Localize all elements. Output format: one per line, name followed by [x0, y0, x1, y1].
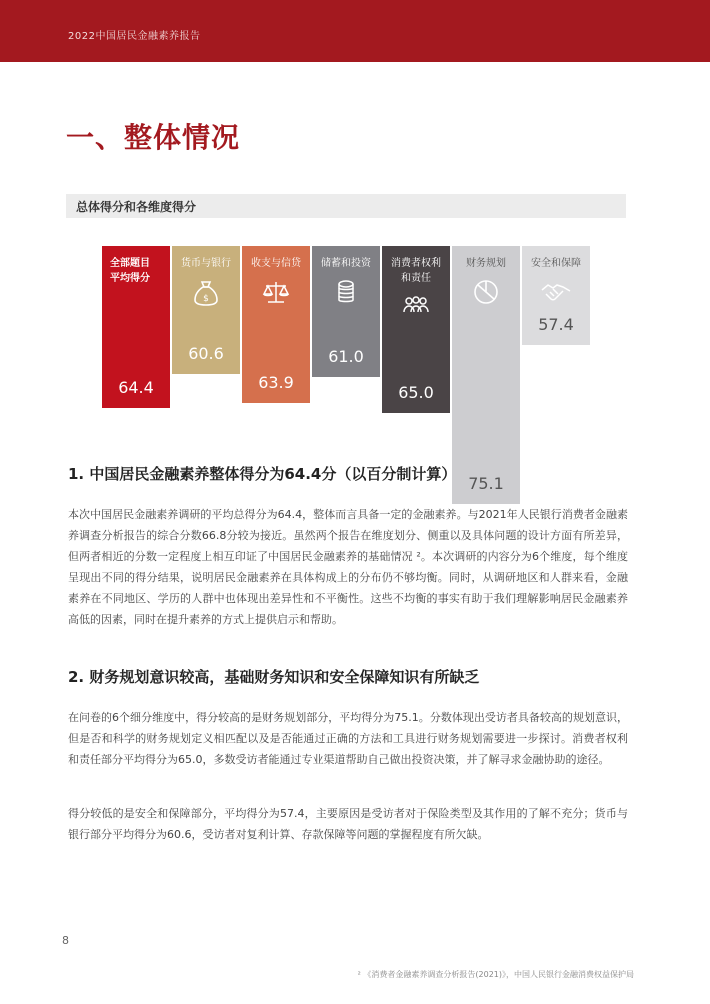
bar-label-2: 货币与银行 — [181, 258, 231, 269]
page-number: 8 — [62, 934, 69, 947]
chart-header-bar — [66, 194, 626, 218]
bar-label-1: 全部题目 平均得分 — [110, 258, 150, 284]
coins-icon — [330, 276, 362, 308]
bar-4 — [312, 246, 380, 377]
bar-1 — [102, 246, 170, 408]
bar-5 — [382, 246, 450, 413]
footnote: ² 《消费者金融素养调查分析报告(2021)》，中国人民银行金融消费权益保护局 — [357, 970, 634, 979]
bar-label-6: 财务规划 — [466, 258, 506, 269]
bar-value-3: 63.9 — [258, 373, 294, 392]
bar-2 — [172, 246, 240, 374]
bar-value-1: 64.4 — [118, 378, 154, 397]
bar-label-7: 安全和保障 — [531, 258, 581, 269]
section2-heading: 2. 财务规划意识较高，基础财务知识和安全保障知识有所缺乏 — [68, 668, 480, 686]
scale-icon — [260, 276, 292, 308]
svg-text:$: $ — [203, 294, 209, 304]
section2-body-1: 在问卷的6个细分维度中，得分较高的是财务规划部分，平均得分为75.1。分数体现出受访者具备较高的规划意识，但是否和科学的财务规划定义相匹配以及是否能通过正确的方法和工具进行财务规划需要进一步探讨。消费者权利和责任部分平均得分为65.0，多数受访者能通过专业渠道帮助自己做出投资决策，并了解寻求金融协助的途径。 — [68, 711, 628, 766]
people-icon — [400, 290, 432, 322]
pie-chart-icon — [470, 276, 502, 308]
handshake-icon — [540, 276, 572, 308]
report-title: 2022中国居民金融素养报告 — [68, 31, 201, 42]
chart-header: 总体得分和各维度得分 — [76, 200, 197, 214]
bar-value-7: 57.4 — [538, 315, 574, 334]
money-bag-icon — [190, 276, 222, 308]
bar-value-2: 60.6 — [188, 344, 224, 363]
bar-value-4: 61.0 — [328, 347, 364, 366]
section1-heading: 1. 中国居民金融素养整体得分为64.4分（以百分制计算） — [68, 465, 457, 483]
section-title: 一、整体情况 — [66, 121, 241, 154]
section1-body: 本次中国居民金融素养调研的平均总得分为64.4，整体而言具备一定的金融素养。与2021年人民银行消费者金融素养调查分析报告的综合分数66.8分较为接近。虽然两个报告在维度划分、侧重以及具体问题的设计方面有所差异，但两者相近的分数一定程度上相互印证了中国居民金融素养的基础情况 ²。本次调研的内容分为6个维度，每个维度呈现出不同的得分结果，说明居民金融素养在具体构成上的分布仍不够均衡。同时，从调研地区和人群来看，金融素养在不同地区、学历的人群中也体现出差异性和不平衡性。这些不均衡的事实有助于我们理解影响居民金融素养高低的因素，同时在提升素养的方式上提供启示和帮助。 — [68, 508, 628, 626]
bar-label-5: 消费者权利 和责任 — [391, 258, 441, 284]
bar-label-4: 储蓄和投资 — [321, 258, 371, 269]
bar-6 — [452, 246, 520, 504]
bar-value-5: 65.0 — [398, 383, 434, 402]
bar-label-3: 收支与信贷 — [251, 258, 301, 269]
bar-7 — [522, 246, 590, 345]
bar-value-6: 75.1 — [468, 474, 504, 493]
section2-body-2: 得分较低的是安全和保障部分，平均得分为57.4，主要原因是受访者对于保险类型及其作用的了解不充分；货币与银行部分平均得分为60.6，受访者对复利计算、存款保障等问题的掌握程度有所欠缺。 — [68, 807, 628, 841]
top-banner — [0, 0, 710, 62]
bar-3 — [242, 246, 310, 403]
